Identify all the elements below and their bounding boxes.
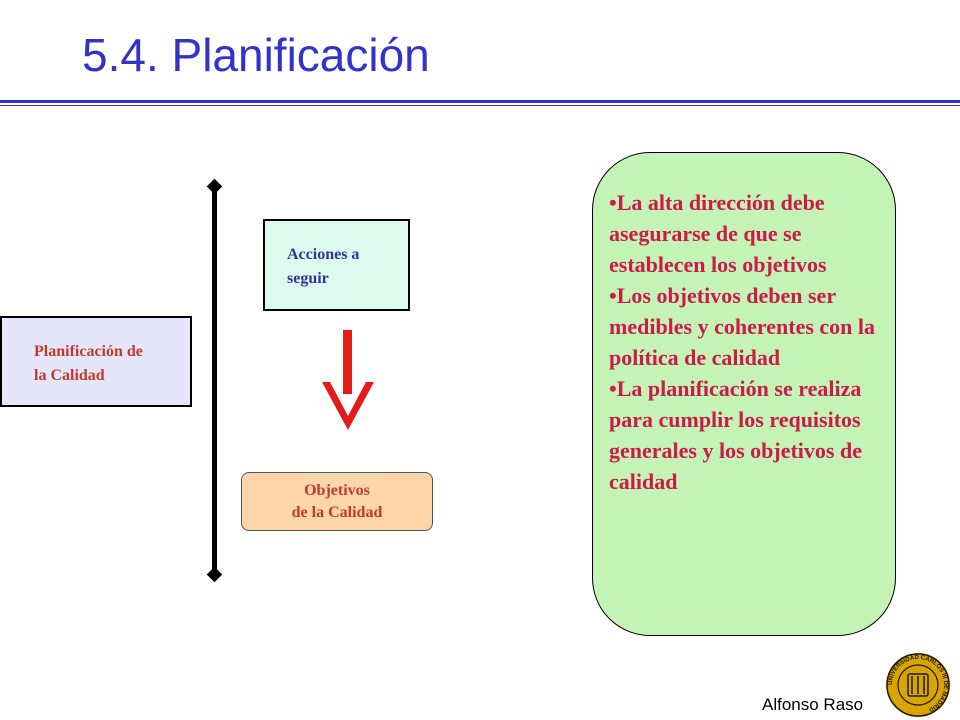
plan-quality-box [0, 316, 192, 407]
bullet-dot-icon: • [609, 376, 617, 401]
note-bullet-1 [609, 187, 887, 280]
actions-line1: Acciones a [287, 246, 360, 263]
plan-quality-line1: Planificación de [34, 343, 143, 360]
quality-objectives-line1: Objetivos [304, 482, 370, 499]
note-bullet-1-text: La alta dirección debe asegurarse de que se establecen los objetivos [609, 190, 827, 277]
timeline-bar [212, 185, 217, 577]
notes-panel [592, 152, 896, 636]
quality-objectives-line2: de la Calidad [291, 504, 383, 521]
actions-box [263, 219, 410, 311]
down-arrow-icon [318, 330, 378, 432]
title-divider-thick [0, 100, 960, 103]
seal-ring-text: UNIVERSIDAD CARLOS III DE MADRID [887, 654, 949, 713]
timeline-bottom-diamond-icon [207, 567, 223, 583]
university-seal-icon [880, 652, 956, 718]
actions-line2: seguir [287, 270, 329, 287]
quality-objectives-box [241, 472, 433, 531]
timeline-top-diamond-icon [207, 179, 223, 195]
bullet-dot-icon: • [609, 190, 617, 215]
bullet-dot-icon: • [609, 283, 617, 308]
plan-quality-line2: la Calidad [34, 367, 105, 384]
note-bullet-3 [609, 373, 887, 497]
note-bullet-2-text: Los objetivos deben ser medibles y coherentes con la política de calidad [609, 283, 876, 370]
author-name: Alfonso Raso [762, 695, 864, 714]
title-divider-thin [0, 105, 960, 106]
slide-title: 5.4. Planificación [82, 29, 430, 81]
note-bullet-2 [609, 280, 887, 373]
note-bullet-3-text: La planificación se realiza para cumplir los requisitos generales y los objetivos de calidad [609, 376, 862, 494]
